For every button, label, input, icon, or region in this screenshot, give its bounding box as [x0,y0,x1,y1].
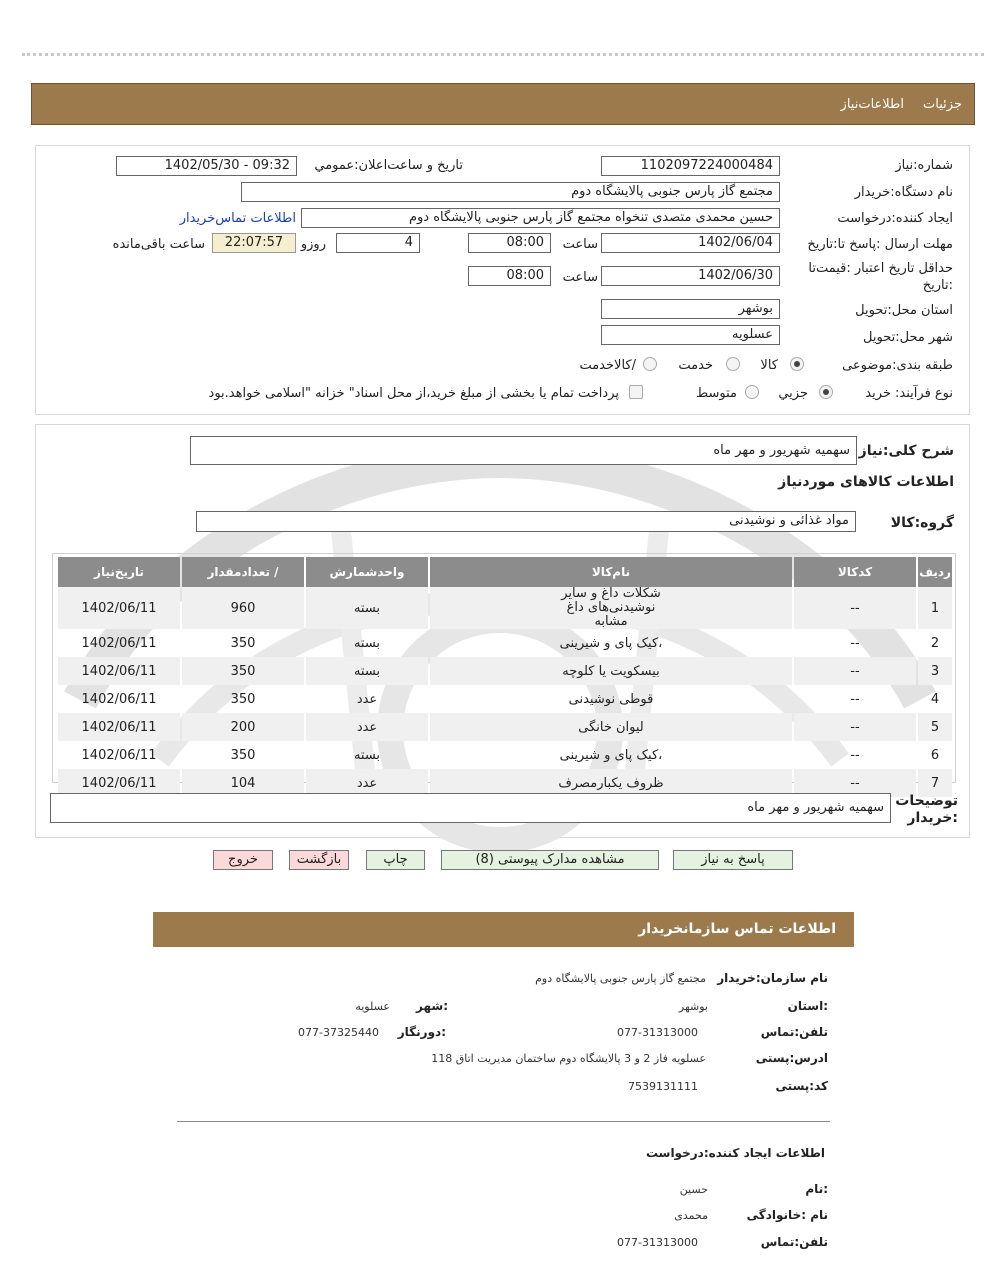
cell-quantity: 350 [230,635,256,651]
fax-label: :دورنگار [397,1025,446,1039]
buyer-org-label: نام دستگاه:خریدار [854,185,953,200]
cell-item-name: ،کیک پای و شیرینی [559,747,663,763]
col-item-name: نام‌کالا [430,557,792,587]
family-label: نام :خانوادگی [746,1208,828,1222]
postal-value: 7539131111 [628,1080,698,1093]
cell-unit: بسته [306,657,428,685]
cell-row-number: 4 [930,691,940,707]
print-button[interactable]: چاپ [366,850,425,870]
validity-time-label: ساعت [562,270,598,285]
cell-unit: بسته [353,635,381,651]
buyer-contact-link[interactable]: اطلاعات تماس‌خریدار [179,211,296,226]
contact-header [153,912,854,947]
address-label: ادرس:پستی [755,1051,828,1065]
table-row [58,657,952,685]
cell-quantity: 200 [182,713,304,741]
cell-row-number: 2 [930,635,940,651]
validity-time-field: 08:00 [468,266,551,286]
deadline-time-label: ساعت [562,237,598,252]
cell-item-code: -- [794,769,916,797]
cell-unit: عدد [306,769,428,797]
cell-unit: بسته [306,587,428,629]
cell-row-number: 3 [918,657,952,685]
cell-row-number: 5 [918,713,952,741]
cell-item-code: -- [850,635,860,651]
deadline-label: مهلت ارسال :پاسخ تا:تاریخ [807,237,953,252]
creator-phone-value: 077-31313000 [617,1236,698,1249]
cell-item-code: -- [850,691,860,707]
treasury-payment-note: پرداخت تمام یا بخشی از مبلغ خرید،از محل اسناد" خزانه "اسلامی خواهد.بود [208,386,619,401]
process-partial-label: جزیي [778,386,808,401]
category-goods-radio[interactable] [790,357,804,371]
items-heading: اطلاعات کالاهای موردنیاز [778,474,954,490]
tab-details[interactable]: جزئیات [923,97,962,112]
category-label: طبقه بندی:موضوعی [842,358,953,373]
creator-phone-label: تلفن:تماس [760,1235,828,1249]
contact-separator [177,1121,830,1122]
process-partial-radio[interactable] [819,385,833,399]
days-label: روزو [300,237,326,252]
deadline-time-field: 08:00 [468,233,551,253]
treasury-payment-checkbox[interactable] [629,385,643,399]
process-medium-label: متوسط [696,386,737,401]
summary-label: شرح کلی:نیاز [858,443,954,459]
buyer-org-field: مجتمع گاز پارس جنوبی پالایشگاه دوم [241,182,780,202]
cell-item-name: ظروف یکبارمصرف [430,769,792,797]
cell-quantity: 350 [230,747,256,763]
cell-item-name: بیسکویت یا کلوچه [430,657,792,685]
phone-value: 077-31313000 [617,1026,698,1039]
category-both-radio[interactable] [643,357,657,371]
cell-item-code: -- [794,587,916,629]
top-dotted-divider [22,53,984,56]
name-value: حسین [679,1183,708,1196]
creator-label: ایجاد کننده:درخواست [837,211,953,226]
city-contact-value: عسلویه [355,1000,390,1013]
category-both-label: /کالاخدمت [579,358,636,373]
family-value: محمدی [674,1209,708,1222]
province-field: بوشهر [601,299,780,319]
process-label: نوع فرآیند: خرید [865,386,953,401]
buyer-notes-label-2: :خریدار [907,810,958,826]
address-value: عسلویه فاز 2 و 3 پالایشگاه دوم ساختمان مدیریت اتاق 118 [431,1052,706,1065]
group-label: گروه:کالا [890,515,954,531]
contact-title: اطلاعات تماس سازمانخریدار [638,921,836,937]
cell-need-date: 1402/06/11 [81,635,157,651]
days-field: 4 [336,233,420,253]
summary-field: سهمیه شهریور و مهر ماه [190,436,857,465]
province-contact-label: :استان [787,999,828,1013]
buyer-notes-field: سهمیه شهریور و مهر ماه [50,793,891,823]
postal-label: کد:پستی [775,1079,828,1093]
reply-button[interactable]: پاسخ به نیاز [673,850,793,870]
need-number-label: شماره:نیاز [895,158,953,173]
cell-need-date: 1402/06/11 [58,587,180,629]
need-number-field: 1102097224000484 [601,156,780,176]
cell-item-name: ،کیک پای و شیرینی [559,635,663,651]
city-label: شهر محل:تحویل [863,330,953,345]
org-label: نام سازمان:خریدار [717,971,828,985]
remaining-timer: 22:07:57 [212,233,296,253]
cell-need-date: 1402/06/11 [58,713,180,741]
attachments-button[interactable]: مشاهده مدارک پیوستی (8) [441,850,659,870]
phone-label: تلفن:تماس [760,1025,828,1039]
remaining-label: ساعت باقی‌مانده [112,237,205,252]
cell-quantity: 104 [182,769,304,797]
cell-item-name: لیوان خانگی [430,713,792,741]
col-row-number: ردیف [918,557,952,587]
category-service-radio[interactable] [726,357,740,371]
validity-label: حداقل تاریخ اعتبار :قیمت‌تا [808,261,953,276]
back-button[interactable]: بازگشت [289,850,349,870]
process-medium-radio[interactable] [745,385,759,399]
cell-need-date: 1402/06/11 [58,769,180,797]
cell-need-date: 1402/06/11 [81,747,157,763]
fax-value: 077-37325440 [298,1026,379,1039]
cell-row-number: 6 [930,747,940,763]
cell-quantity: 960 [182,587,304,629]
category-goods-label: کالا [760,358,778,373]
province-contact-value: بوشهر [678,1000,708,1013]
buyer-notes-label: توضیحات [895,793,958,809]
cell-item-code: -- [850,747,860,763]
cell-need-date: 1402/06/11 [58,657,180,685]
category-service-label: خدمت [678,358,713,373]
cell-row-number: 7 [918,769,952,797]
cell-quantity: 350 [182,657,304,685]
validity-date-field: 1402/06/30 [601,266,780,286]
validity-label-2: :تاریخ [922,278,953,293]
org-value: مجتمع گاز پارس جنوبی پالایشگاه دوم [535,972,706,985]
table-row [58,713,952,741]
group-field: مواد غذائی و نوشیدنی [196,511,856,532]
creator-field: حسین محمدی متصدی تنخواه مجتمع گاز پارس جنوبی پالایشگاه دوم [301,208,780,228]
deadline-date-field: 1402/06/04 [601,233,780,253]
city-field: عسلویه [601,325,780,345]
cell-quantity: 350 [230,691,256,707]
exit-button[interactable]: خروج [213,850,273,870]
table-row [58,587,952,629]
cell-unit: عدد [356,691,378,707]
items-table-header [58,557,952,587]
col-item-code: کدکالا [794,557,916,587]
cell-item-code: -- [794,657,916,685]
cell-item-name: قوطی نوشیدنی [568,691,654,707]
cell-unit: عدد [306,713,428,741]
cell-row-number: 1 [918,587,952,629]
city-contact-label: :شهر [416,999,448,1013]
cell-unit: بسته [353,747,381,763]
province-label: استان محل:تحویل [855,303,953,318]
cell-item-code: -- [794,713,916,741]
table-row [58,741,952,769]
announce-label: تاریخ و ساعت‌اعلان:عمومي [314,158,463,173]
col-need-date: تاریخ‌نیاز [58,557,180,587]
cell-need-date: 1402/06/11 [81,691,157,707]
table-row [58,685,952,713]
col-unit: واحدشمارش [306,557,428,587]
creator-info-title: اطلاعات ایجاد کننده:درخواست [645,1146,825,1160]
items-table [56,557,954,797]
tab-need-info[interactable]: اطلاعات‌نیاز [840,97,904,112]
cell-item-name: شکلات داغ و سایر نوشیدنی‌های داغ مشابه [430,587,792,629]
announce-field: 1402/05/30 - 09:32 [116,156,297,176]
table-row [58,629,952,657]
col-quantity: / تعدادمقدار [182,557,304,587]
header-bar [31,83,975,125]
name-label: :نام [805,1182,828,1196]
